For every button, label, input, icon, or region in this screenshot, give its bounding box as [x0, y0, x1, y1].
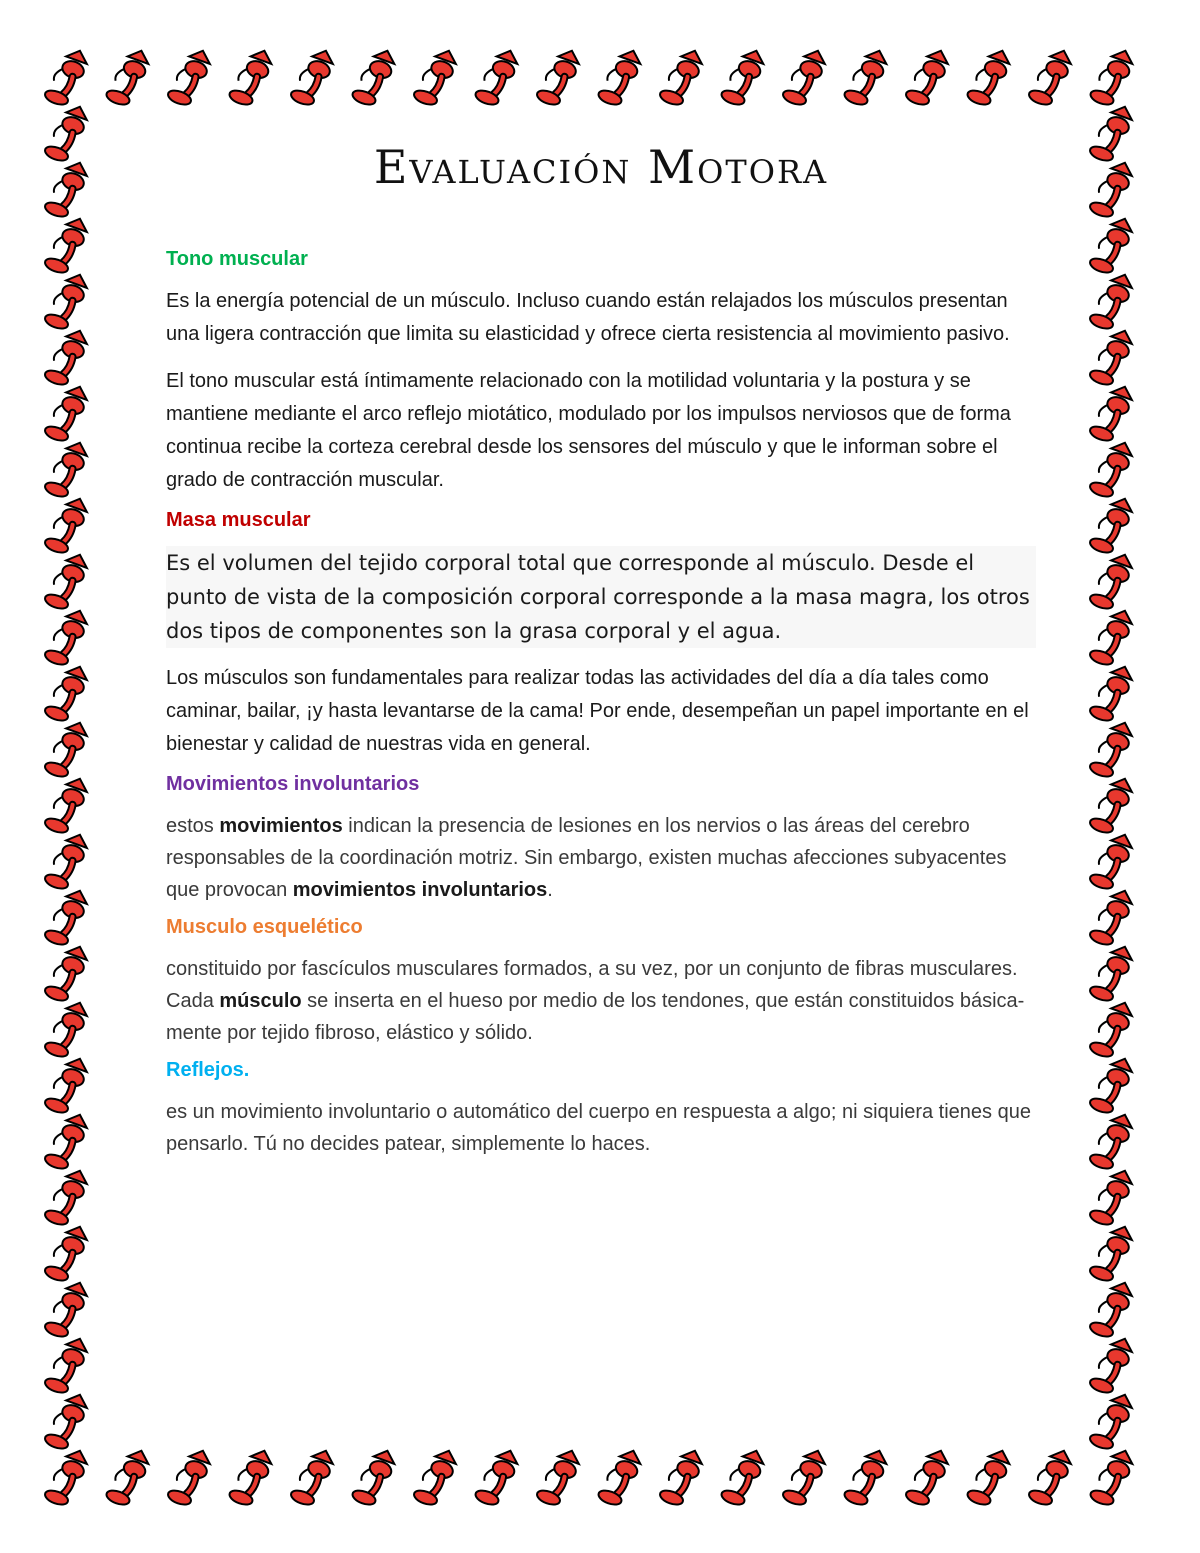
- red-figure-icon: [289, 1445, 336, 1509]
- red-figure-icon: [720, 45, 767, 109]
- red-figure-icon: [658, 1445, 705, 1509]
- red-figure-icon: [43, 1333, 90, 1397]
- section-movimientos-involuntarios: [166, 773, 1036, 906]
- page-title: Evaluación Motora: [373, 140, 829, 194]
- red-figure-icon: [166, 45, 213, 109]
- red-figure-icon: [966, 45, 1013, 109]
- text: se inserta en el hueso por medio de los tendones, que están constituidos básica- mente por tejido fibroso, elástico y sólido.: [166, 990, 1025, 1044]
- red-figure-icon: [43, 381, 90, 445]
- red-figure-icon: [289, 45, 336, 109]
- red-figure-icon: [43, 549, 90, 613]
- red-figure-icon: [1088, 1389, 1135, 1453]
- paragraph: El tono muscular está íntimamente relacionado con la motilidad voluntaria y la postura y se mantiene mediante el arco reflejo miotático, modulado por los impulsos nerviosos que de forma continua recibe la corteza cerebral desde los sensores del músculo y que le informan sobre el grado de contracción muscular.: [166, 370, 1011, 491]
- red-figure-icon: [43, 101, 90, 165]
- red-figure-icon: [43, 661, 90, 725]
- red-figure-icon: [535, 1445, 582, 1509]
- red-figure-icon: [105, 1445, 152, 1509]
- red-figure-icon: [781, 45, 828, 109]
- section-heading: Tono muscular: [166, 248, 308, 270]
- paragraph: Es la energía potencial de un músculo. Incluso cuando están relajados los músculos presentan una ligera contracción que limita su elasticidad y ofrece cierta resistencia al movimiento pasivo.: [166, 290, 1010, 345]
- red-figure-icon: [43, 997, 90, 1061]
- red-figure-icon: [781, 1445, 828, 1509]
- red-figure-icon: [43, 1389, 90, 1453]
- red-figure-icon: [166, 1445, 213, 1509]
- paragraph: [166, 953, 1036, 1049]
- red-figure-icon: [1027, 45, 1074, 109]
- section-heading: Movimientos involuntarios: [166, 773, 420, 795]
- red-figure-icon: [351, 1445, 398, 1509]
- paragraph: es un movimiento involuntario o automático del cuerpo en respuesta a algo; ni siquiera tienes que pensarlo. Tú no decides patear, simplemente lo haces.: [166, 1101, 1031, 1155]
- red-figure-icon: [1088, 493, 1135, 557]
- red-figure-icon: [904, 45, 951, 109]
- section-heading: Musculo esquelético: [166, 916, 363, 938]
- red-figure-icon: [1088, 1109, 1135, 1173]
- red-figure-icon: [1088, 661, 1135, 725]
- red-figure-icon: [412, 45, 459, 109]
- red-figure-icon: [228, 45, 275, 109]
- red-figure-icon: [105, 45, 152, 109]
- section-tono-muscular: [166, 248, 1036, 497]
- red-figure-icon: [1088, 549, 1135, 613]
- section-heading: Reflejos.: [166, 1059, 250, 1081]
- red-figure-icon: [1088, 1333, 1135, 1397]
- red-figure-icon: [843, 45, 890, 109]
- red-figure-icon: [474, 1445, 521, 1509]
- red-figure-icon: [1088, 157, 1135, 221]
- red-figure-icon: [904, 1445, 951, 1509]
- red-figure-icon: [720, 1445, 767, 1509]
- red-figure-icon: [43, 437, 90, 501]
- red-figure-icon: [597, 45, 644, 109]
- red-figure-icon: [43, 45, 90, 109]
- text: estos: [166, 815, 220, 837]
- red-figure-icon: [43, 325, 90, 389]
- red-figure-icon: [43, 717, 90, 781]
- red-figure-icon: [1088, 885, 1135, 949]
- red-figure-icon: [43, 1053, 90, 1117]
- red-figure-icon: [1088, 437, 1135, 501]
- red-figure-icon: [1088, 997, 1135, 1061]
- red-figure-icon: [1088, 605, 1135, 669]
- red-figure-icon: [1088, 1277, 1135, 1341]
- red-figure-icon: [1088, 101, 1135, 165]
- paragraph: Es el volumen del tejido corporal total que corresponde al músculo. Desde el punto de vista de la composición corporal corresponde a la masa magra, los otros dos tipos de componentes son la grasa corporal y el agua.: [166, 546, 1036, 648]
- red-figure-icon: [1089, 1445, 1136, 1509]
- red-figure-icon: [474, 45, 521, 109]
- bold-text: músculo: [219, 990, 302, 1012]
- red-figure-icon: [1088, 717, 1135, 781]
- red-figure-icon: [43, 1221, 90, 1285]
- paragraph: [166, 810, 1036, 906]
- red-figure-icon: [43, 213, 90, 277]
- red-figure-icon: [43, 829, 90, 893]
- paragraph: Los músculos son fundamentales para realizar todas las actividades del día a día tales como caminar, bailar, ¡y hasta levantarse de la cama! Por ende, desempeñan un papel importante en el bienestar y calidad de nuestras vida en general.: [166, 667, 1029, 755]
- section-heading: Masa muscular: [166, 509, 311, 531]
- red-figure-icon: [43, 885, 90, 949]
- document-body: [166, 140, 1036, 1170]
- red-figure-icon: [1088, 829, 1135, 893]
- bold-text: movimientos: [219, 815, 343, 837]
- red-figure-icon: [1088, 381, 1135, 445]
- section-musculo-esqueletico: [166, 916, 1036, 1049]
- red-figure-icon: [597, 1445, 644, 1509]
- red-figure-icon: [1088, 213, 1135, 277]
- red-figure-icon: [43, 941, 90, 1005]
- red-figure-icon: [412, 1445, 459, 1509]
- red-figure-icon: [1088, 269, 1135, 333]
- red-figure-icon: [1088, 941, 1135, 1005]
- red-figure-icon: [351, 45, 398, 109]
- red-figure-icon: [535, 45, 582, 109]
- text: .: [547, 879, 553, 901]
- red-figure-icon: [658, 45, 705, 109]
- red-figure-icon: [1088, 325, 1135, 389]
- red-figure-icon: [1088, 773, 1135, 837]
- red-figure-icon: [1088, 1165, 1135, 1229]
- red-figure-icon: [228, 1445, 275, 1509]
- section-masa-muscular: [166, 509, 1036, 761]
- red-figure-icon: [43, 1109, 90, 1173]
- red-figure-icon: [1027, 1445, 1074, 1509]
- red-figure-icon: [1088, 1053, 1135, 1117]
- red-figure-icon: [43, 1165, 90, 1229]
- section-reflejos: [166, 1059, 1036, 1160]
- red-figure-icon: [43, 1277, 90, 1341]
- bold-text: movimientos involuntarios: [292, 879, 548, 901]
- red-figure-icon: [1088, 1221, 1135, 1285]
- red-figure-icon: [1089, 45, 1136, 109]
- text: indican la presencia de lesiones en los nervios o las áreas del cerebro responsables de la coordinación motriz. Sin embargo, existen muchas afecciones subyacentes que provocan: [166, 815, 1007, 901]
- red-figure-icon: [43, 269, 90, 333]
- text: constituido por fascículos musculares formados, a su vez, por un conjunto de fibras musculares. Cada: [166, 958, 1018, 1012]
- red-figure-icon: [43, 605, 90, 669]
- red-figure-icon: [966, 1445, 1013, 1509]
- red-figure-icon: [43, 1445, 90, 1509]
- red-figure-icon: [843, 1445, 890, 1509]
- red-figure-icon: [43, 773, 90, 837]
- red-figure-icon: [43, 493, 90, 557]
- red-figure-icon: [43, 157, 90, 221]
